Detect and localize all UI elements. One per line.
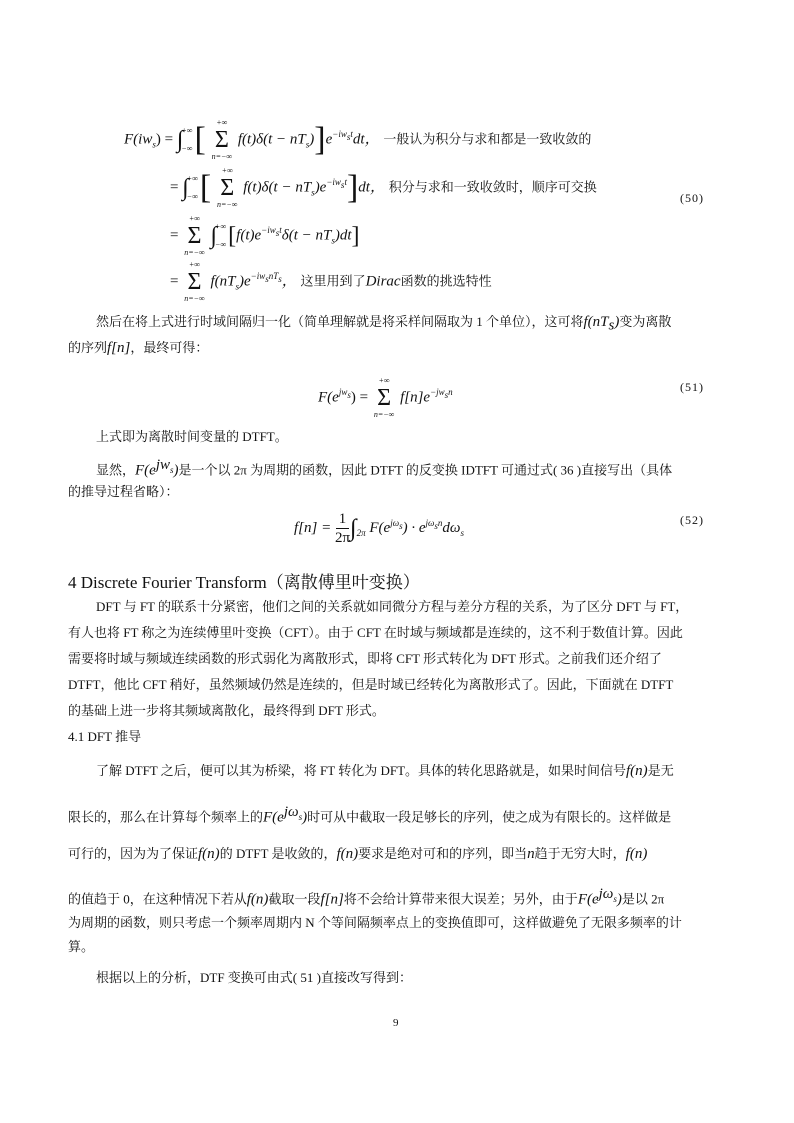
math-text: f[n]e (400, 389, 431, 406)
limit: n=−∞ (184, 248, 205, 257)
math-sup: t (344, 177, 347, 188)
equation-note: 积分与求和一致收敛时，顺序可交换 (388, 180, 597, 196)
paragraph-line: 算。 (68, 939, 95, 954)
text: 截取一段 (268, 891, 321, 907)
math-sup: n (437, 517, 443, 528)
math-text: = (170, 273, 179, 290)
math-sub: s (460, 527, 464, 538)
math-text: ) (173, 462, 179, 479)
limit: −∞ (215, 240, 227, 249)
sum-sign: +∞ Σ n=−∞ (216, 166, 238, 209)
text: 的值趋于 0，在这种情况下若从 (68, 891, 247, 907)
equation-note: 一般认为积分与求和都是一致收敛的 (383, 132, 592, 148)
equation-number-52: (52) (680, 513, 704, 527)
eq52 (294, 510, 464, 547)
numerator: 1 (336, 510, 350, 529)
limit: −∞ (181, 144, 193, 153)
limit: +∞ (188, 260, 201, 269)
text: 是一个以 2π 为周期的函数，因此 DTFT 的反变换 IDTFT 可通过式( 36 )直接写出（具体 (178, 462, 673, 478)
paragraph-line: DFT 与 FT 的联系十分紧密，他们之间的关系就如同微分方程与差分方程的关系，为了区分 DFT 与 FT， (96, 599, 689, 614)
text: 是无 (647, 763, 674, 778)
math-text: Dirac (365, 273, 401, 290)
math-sub: s (346, 132, 351, 143)
integral-sign: ∫ (350, 515, 357, 542)
limit: +∞ (215, 222, 227, 231)
sum-sign: +∞ Σ n=−∞ (211, 118, 233, 161)
paragraph-line: 的推导过程省略）： (68, 484, 179, 499)
math-text: )e (314, 179, 327, 196)
math-sup: jω (390, 517, 400, 528)
math-sub: s (347, 390, 351, 401)
math-sub: s (265, 274, 269, 285)
text: 趋于无穷大时， (534, 846, 626, 861)
text: 时可从中截取一段足够长的序列，使之成为有限长的。这样做是 (307, 809, 672, 825)
math-text: f(t)e (236, 227, 262, 244)
sum-sign: +∞ Σ n=−∞ (184, 214, 205, 257)
limit: n=−∞ (211, 152, 233, 161)
paragraph-line (68, 885, 736, 908)
math-text: f[n] = (294, 519, 332, 536)
paragraph-line: 有人也将 FT 称之为连续傅里叶变换（CFT）。由于 CFT 在时域与频域都是连续的，这不利于数值计算。因此 (68, 625, 683, 640)
math-sup: nT (268, 271, 279, 282)
math-text: dω (442, 519, 461, 536)
math-text: f(n) (625, 846, 648, 862)
integral-sign: ∫ (176, 127, 184, 153)
math-sup: −iw (332, 129, 347, 140)
math-sub: s (399, 520, 403, 531)
math-sub: s (275, 228, 280, 239)
limit: 2π (356, 527, 366, 538)
math-sup: jw (338, 387, 348, 398)
paragraph-line: 上式即为离散时间变量的 DTFT。 (96, 429, 288, 444)
math-sub: s (613, 894, 617, 904)
text: 要求是绝对可和的序列，即当 (358, 846, 528, 861)
paragraph-line (68, 803, 736, 826)
equation-number-50: (50) (680, 191, 704, 205)
math-sup: −iw (250, 271, 266, 282)
eq50-line-2 (170, 166, 597, 210)
math-text: ) = (155, 131, 174, 148)
paragraph-line (96, 456, 764, 479)
math-text: F(e (318, 389, 339, 406)
paragraph-line: 需要将时域与频域连续函数的形式弱化为离散形式，即将 CFT 形式转化为 DFT 形式。之前我们还介绍了 (68, 651, 662, 666)
text: 限长的，那么在计算每个频率上的 (68, 809, 264, 825)
math-text: f(t)δ(t − nT (237, 131, 306, 148)
integral-limits (181, 122, 192, 158)
paragraph-line: 为周期的函数，则只考虑一个频率周期内 N 个等间隔频率点上的变换值即可，这样做避免了无限多频率的计 (68, 915, 682, 930)
math-sub: s (235, 281, 239, 292)
text: 然后在将上式进行时域间隔归一化（简单理解就是将采样间隔取为 1 个单位），这可将 (96, 314, 584, 329)
math-sub: s (434, 520, 438, 531)
text: 是以 2π (621, 891, 665, 907)
limit: +∞ (221, 166, 233, 175)
math-text: f(n) (246, 891, 269, 908)
math-text: f(t)δ(t − nT (243, 179, 312, 196)
sum-sign: +∞ Σ n=−∞ (373, 376, 395, 419)
math-text: F(iw (124, 131, 153, 148)
text: 可行的，因为为了保证 (68, 846, 199, 861)
limit: +∞ (216, 118, 228, 127)
math-text: f(n) (336, 846, 359, 862)
math-sup: −jw (430, 387, 445, 398)
math-text: ) (616, 891, 622, 908)
math-text: ) (302, 809, 308, 826)
math-sup: jw (155, 457, 171, 473)
math-sub: s (278, 274, 282, 285)
eq50-line-3 (170, 214, 360, 258)
math-sub: s (152, 139, 156, 150)
paragraph-line (96, 313, 764, 335)
math-sup: t (279, 225, 282, 236)
math-text: F(e (135, 462, 156, 479)
math-text: ) (614, 314, 620, 330)
integral-limits (187, 170, 198, 206)
limit: n=−∞ (373, 410, 395, 419)
math-sub: s (298, 812, 303, 822)
limit: −∞ (186, 192, 198, 201)
bracket: ] (351, 223, 360, 249)
denominator: 2π (334, 530, 351, 546)
math-text: dt， (352, 131, 380, 148)
integral-sign: ∫ (210, 223, 218, 249)
limit: n=−∞ (184, 294, 205, 303)
math-text: f(n) (626, 763, 648, 779)
limit: +∞ (378, 376, 390, 385)
eq51 (318, 376, 453, 420)
math-sup: jω (283, 804, 299, 820)
math-text: )dt (334, 227, 352, 244)
text: 显然， (96, 462, 136, 478)
paragraph-line: 根据以上的分析，DTF 变换可由式( 51 )直接改写得到： (96, 970, 412, 985)
text: ，最终可得： (130, 340, 209, 355)
math-sup: jω (425, 517, 435, 528)
limit: +∞ (181, 126, 193, 135)
math-text: ) (309, 131, 315, 148)
bracket: [ (228, 223, 237, 249)
math-text: f(nT (210, 273, 236, 290)
text: 变为离散 (619, 314, 672, 329)
limit: +∞ (186, 174, 198, 183)
math-text: n (527, 846, 535, 862)
paragraph-line: DTFT，他比 CFT 稍好，虽然频域仍然是连续的，但是时域已经转化为离散形式了。因此，下面就在 DTFT (68, 677, 674, 692)
text: 将不会给计算带来很大误差；另外，由于 (343, 891, 578, 907)
bracket: [ (199, 169, 212, 206)
math-sub: s (305, 139, 310, 150)
math-sup: t (350, 129, 353, 140)
math-sup: −iw (261, 225, 276, 236)
math-sub: s (170, 465, 174, 475)
math-text: f(n) (198, 846, 220, 862)
math-text: F(e (577, 891, 599, 908)
math-text: f[n] (320, 891, 344, 908)
limit: +∞ (188, 214, 201, 223)
paragraph-line: 的基础上进一步将其频域离散化，最终得到 DFT 形式。 (68, 703, 385, 718)
math-text: )e (239, 273, 251, 290)
section-heading: 4 Discrete Fourier Transform（离散傅里叶变换） (68, 573, 420, 592)
math-sup: n (448, 387, 453, 398)
math-sup: −iw (326, 177, 341, 188)
sum-sign: +∞ Σ n=−∞ (184, 260, 205, 303)
text: 了解 DTFT 之后，便可以其为桥梁，将 FT 转化为 DFT。具体的转化思路就是，如果时间信号 (96, 763, 627, 778)
eq50-line-1 (124, 118, 591, 162)
math-sub: s (608, 317, 615, 334)
bracket: ] (314, 121, 326, 158)
equation-number-51: (51) (680, 380, 704, 394)
paragraph-line (68, 339, 736, 357)
text: 的 DTFT 是收敛的， (219, 846, 337, 861)
page-number: 9 (393, 1017, 399, 1029)
math-text: F(e (263, 809, 284, 826)
math-text: ) · e (402, 519, 426, 536)
math-text: e (325, 131, 333, 148)
math-text: f[n] (107, 340, 131, 356)
math-text: F(e (369, 519, 391, 536)
equation-note: 函数的挑选特性 (400, 274, 492, 290)
math-text: ) = (350, 389, 369, 406)
math-text: ， (281, 273, 297, 290)
math-text: dt， (358, 179, 385, 196)
subsection-heading: 4.1 DFT 推导 (68, 729, 142, 744)
math-sub: s (340, 180, 345, 191)
paragraph-line (68, 845, 736, 863)
math-sub: s (331, 235, 335, 246)
math-sup: jω (598, 886, 614, 902)
math-sub: s (311, 187, 315, 198)
math-sub: s (444, 390, 449, 401)
eq50-line-4 (170, 260, 492, 304)
limit: n=−∞ (216, 200, 238, 209)
math-text: = (170, 227, 179, 244)
math-text: f(nT (583, 314, 609, 330)
fraction (335, 510, 350, 547)
equation-note: 这里用到了 (300, 274, 366, 290)
bracket: ] (346, 169, 359, 206)
integral-sign: ∫ (182, 175, 189, 201)
text: 的序列 (68, 340, 108, 355)
integral-limits (215, 218, 226, 254)
paragraph-line (96, 762, 764, 780)
math-text: δ(t − nT (281, 227, 332, 244)
math-text: = (170, 179, 179, 196)
bracket: [ (194, 121, 206, 158)
